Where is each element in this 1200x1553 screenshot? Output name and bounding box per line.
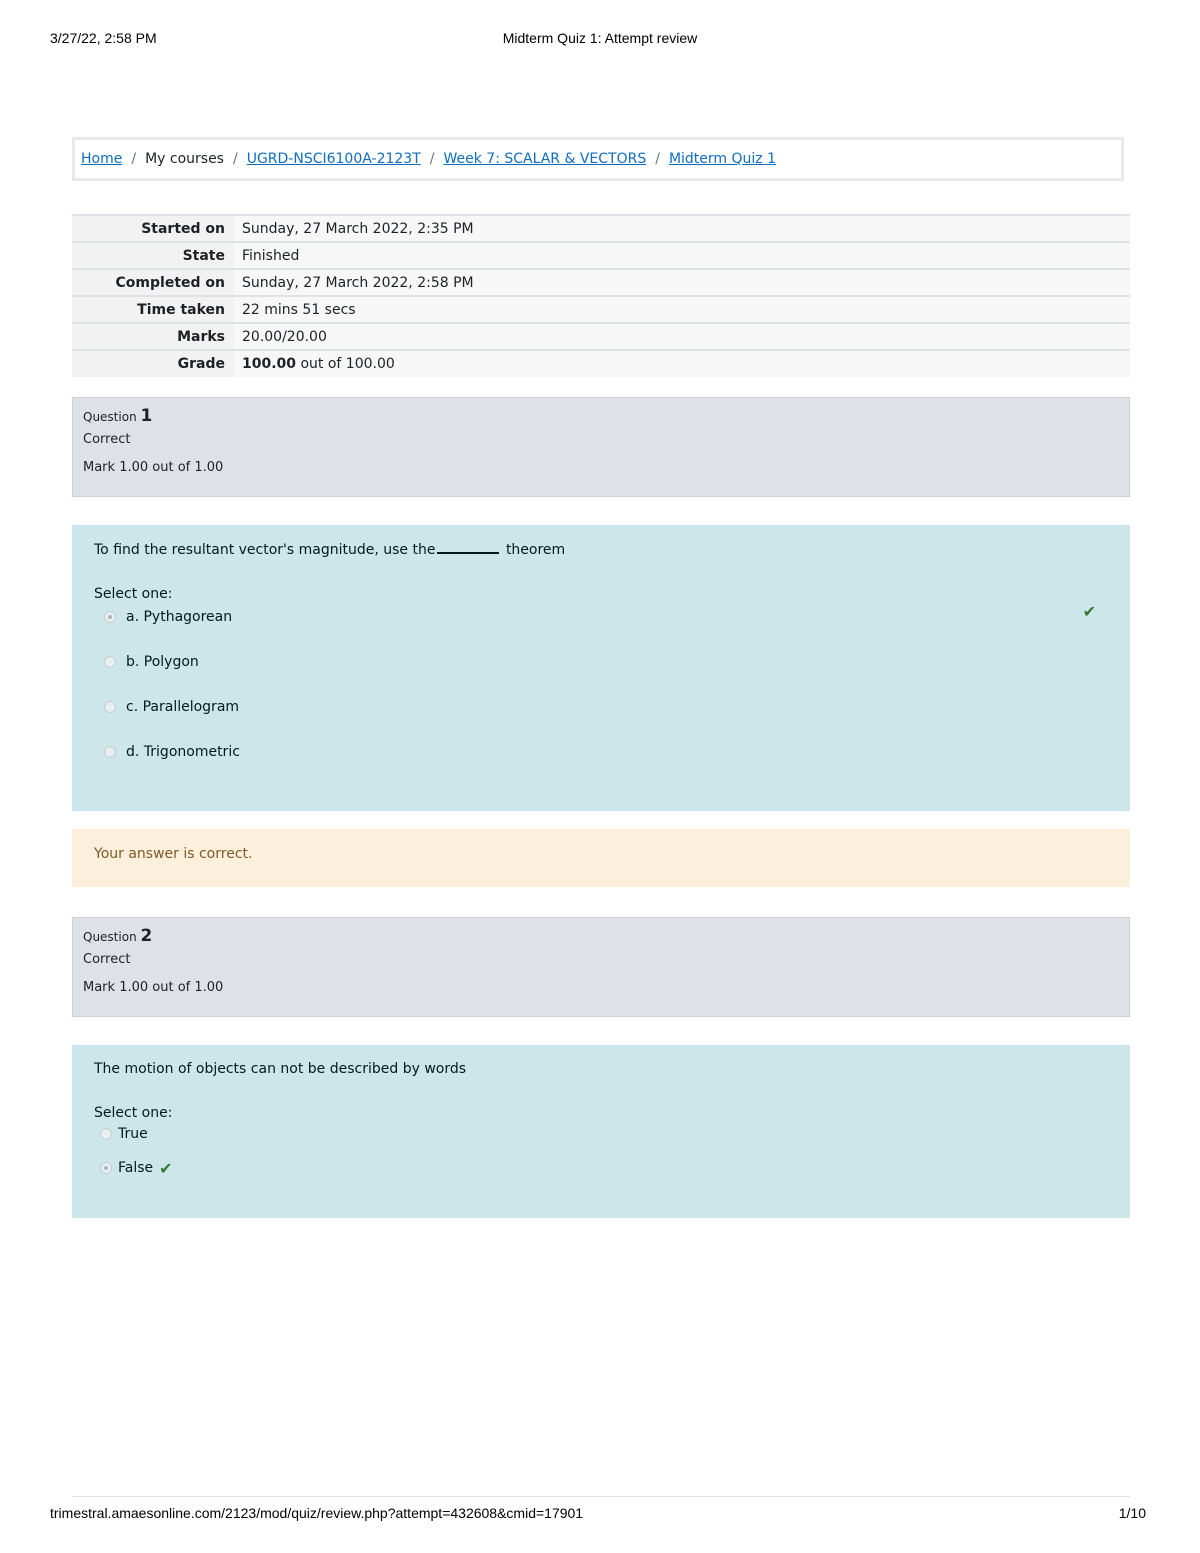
completed-on-value: Sunday, 27 March 2022, 2:58 PM bbox=[234, 269, 1130, 296]
question-text-end: theorem bbox=[505, 542, 566, 558]
summary-row-grade bbox=[72, 350, 1130, 377]
question-1-info bbox=[72, 397, 1130, 497]
option-d-label: d. Trigonometric bbox=[126, 743, 240, 760]
select-one-prompt: Select one: bbox=[94, 1105, 173, 1121]
option-c-label: c. Parallelogram bbox=[126, 698, 240, 715]
question-1-feedback: Your answer is correct. bbox=[72, 829, 1130, 887]
radio-false[interactable] bbox=[100, 1162, 112, 1174]
grade-score: 100.00 bbox=[242, 356, 297, 372]
footer-divider bbox=[72, 1496, 1130, 1497]
breadcrumb-quiz-link[interactable]: Midterm Quiz 1 bbox=[668, 151, 776, 167]
question-text-start: To find the resultant vector's magnitude, use the bbox=[94, 542, 436, 558]
print-footer bbox=[50, 1505, 1150, 1525]
time-taken-value: 22 mins 51 secs bbox=[234, 296, 1130, 323]
breadcrumb-separator: / bbox=[232, 151, 238, 167]
answer-options bbox=[94, 594, 1108, 774]
answer-option-b[interactable] bbox=[94, 639, 1108, 684]
summary-row-started bbox=[72, 215, 1130, 242]
breadcrumb-separator: / bbox=[655, 151, 660, 167]
print-page-number: 1/10 bbox=[1118, 1505, 1146, 1521]
question-number bbox=[83, 406, 1119, 426]
answer-option-d[interactable] bbox=[94, 729, 1108, 774]
question-2-info bbox=[72, 917, 1130, 1017]
summary-row-completed bbox=[72, 269, 1130, 296]
answer-option-true[interactable] bbox=[94, 1117, 1108, 1151]
option-false-label: False bbox=[118, 1160, 154, 1176]
state-label: State bbox=[72, 242, 234, 269]
breadcrumb-my-courses: My courses bbox=[145, 151, 224, 167]
option-a-label: a. Pythagorean bbox=[126, 608, 233, 625]
grade-value bbox=[234, 350, 1130, 377]
question-1-formulation bbox=[72, 525, 1130, 811]
started-on-label: Started on bbox=[72, 215, 234, 242]
answer-option-a[interactable] bbox=[94, 594, 1108, 639]
radio-true[interactable] bbox=[100, 1128, 112, 1140]
question-number-value: 2 bbox=[140, 926, 153, 946]
attempt-summary-table bbox=[72, 214, 1130, 377]
grade-out-of: out of 100.00 bbox=[300, 356, 395, 372]
breadcrumb-separator: / bbox=[131, 151, 137, 167]
radio-b[interactable] bbox=[104, 656, 116, 668]
summary-row-time bbox=[72, 296, 1130, 323]
summary-row-state bbox=[72, 242, 1130, 269]
question-2-formulation bbox=[72, 1045, 1130, 1218]
question-text bbox=[94, 541, 1108, 558]
print-header bbox=[50, 30, 1150, 50]
question-label: Question bbox=[83, 410, 137, 424]
option-true-label: True bbox=[118, 1126, 148, 1142]
question-grade: Mark 1.00 out of 1.00 bbox=[83, 460, 224, 475]
breadcrumb bbox=[72, 137, 1124, 181]
radio-a[interactable] bbox=[104, 611, 116, 623]
question-text: The motion of objects can not be described by words bbox=[94, 1061, 467, 1077]
check-icon: ✔ bbox=[1082, 602, 1096, 621]
question-state: Correct bbox=[83, 952, 131, 967]
breadcrumb-separator: / bbox=[429, 151, 435, 167]
marks-value: 20.00/20.00 bbox=[234, 323, 1130, 350]
breadcrumb-week-link[interactable]: Week 7: SCALAR & VECTORS bbox=[443, 151, 647, 167]
breadcrumb-course-link[interactable]: UGRD-NSCI6100A-2123T bbox=[246, 151, 421, 167]
answer-option-false[interactable] bbox=[94, 1151, 1108, 1185]
summary-row-marks bbox=[72, 323, 1130, 350]
check-icon: ✔ bbox=[159, 1158, 173, 1178]
select-one-prompt: Select one: bbox=[94, 586, 173, 602]
question-number bbox=[83, 926, 1119, 946]
started-on-value: Sunday, 27 March 2022, 2:35 PM bbox=[234, 215, 1130, 242]
answer-options bbox=[94, 1117, 1108, 1185]
print-title: Midterm Quiz 1: Attempt review bbox=[502, 30, 698, 46]
radio-c[interactable] bbox=[104, 701, 116, 713]
question-grade: Mark 1.00 out of 1.00 bbox=[83, 980, 224, 995]
question-state: Correct bbox=[83, 432, 131, 447]
radio-d[interactable] bbox=[104, 746, 116, 758]
question-number-value: 1 bbox=[140, 406, 153, 426]
answer-blank bbox=[437, 541, 499, 554]
question-label: Question bbox=[83, 930, 137, 944]
completed-on-label: Completed on bbox=[72, 269, 234, 296]
print-url: trimestral.amaesonline.com/2123/mod/quiz/review.php?attempt=432608&cmid=17901 bbox=[50, 1505, 584, 1521]
state-value: Finished bbox=[234, 242, 1130, 269]
answer-option-c[interactable] bbox=[94, 684, 1108, 729]
time-taken-label: Time taken bbox=[72, 296, 234, 323]
grade-label: Grade bbox=[72, 350, 234, 377]
option-b-label: b. Polygon bbox=[126, 653, 199, 670]
print-date: 3/27/22, 2:58 PM bbox=[50, 30, 157, 46]
marks-label: Marks bbox=[72, 323, 234, 350]
breadcrumb-home-link[interactable]: Home bbox=[81, 151, 123, 167]
